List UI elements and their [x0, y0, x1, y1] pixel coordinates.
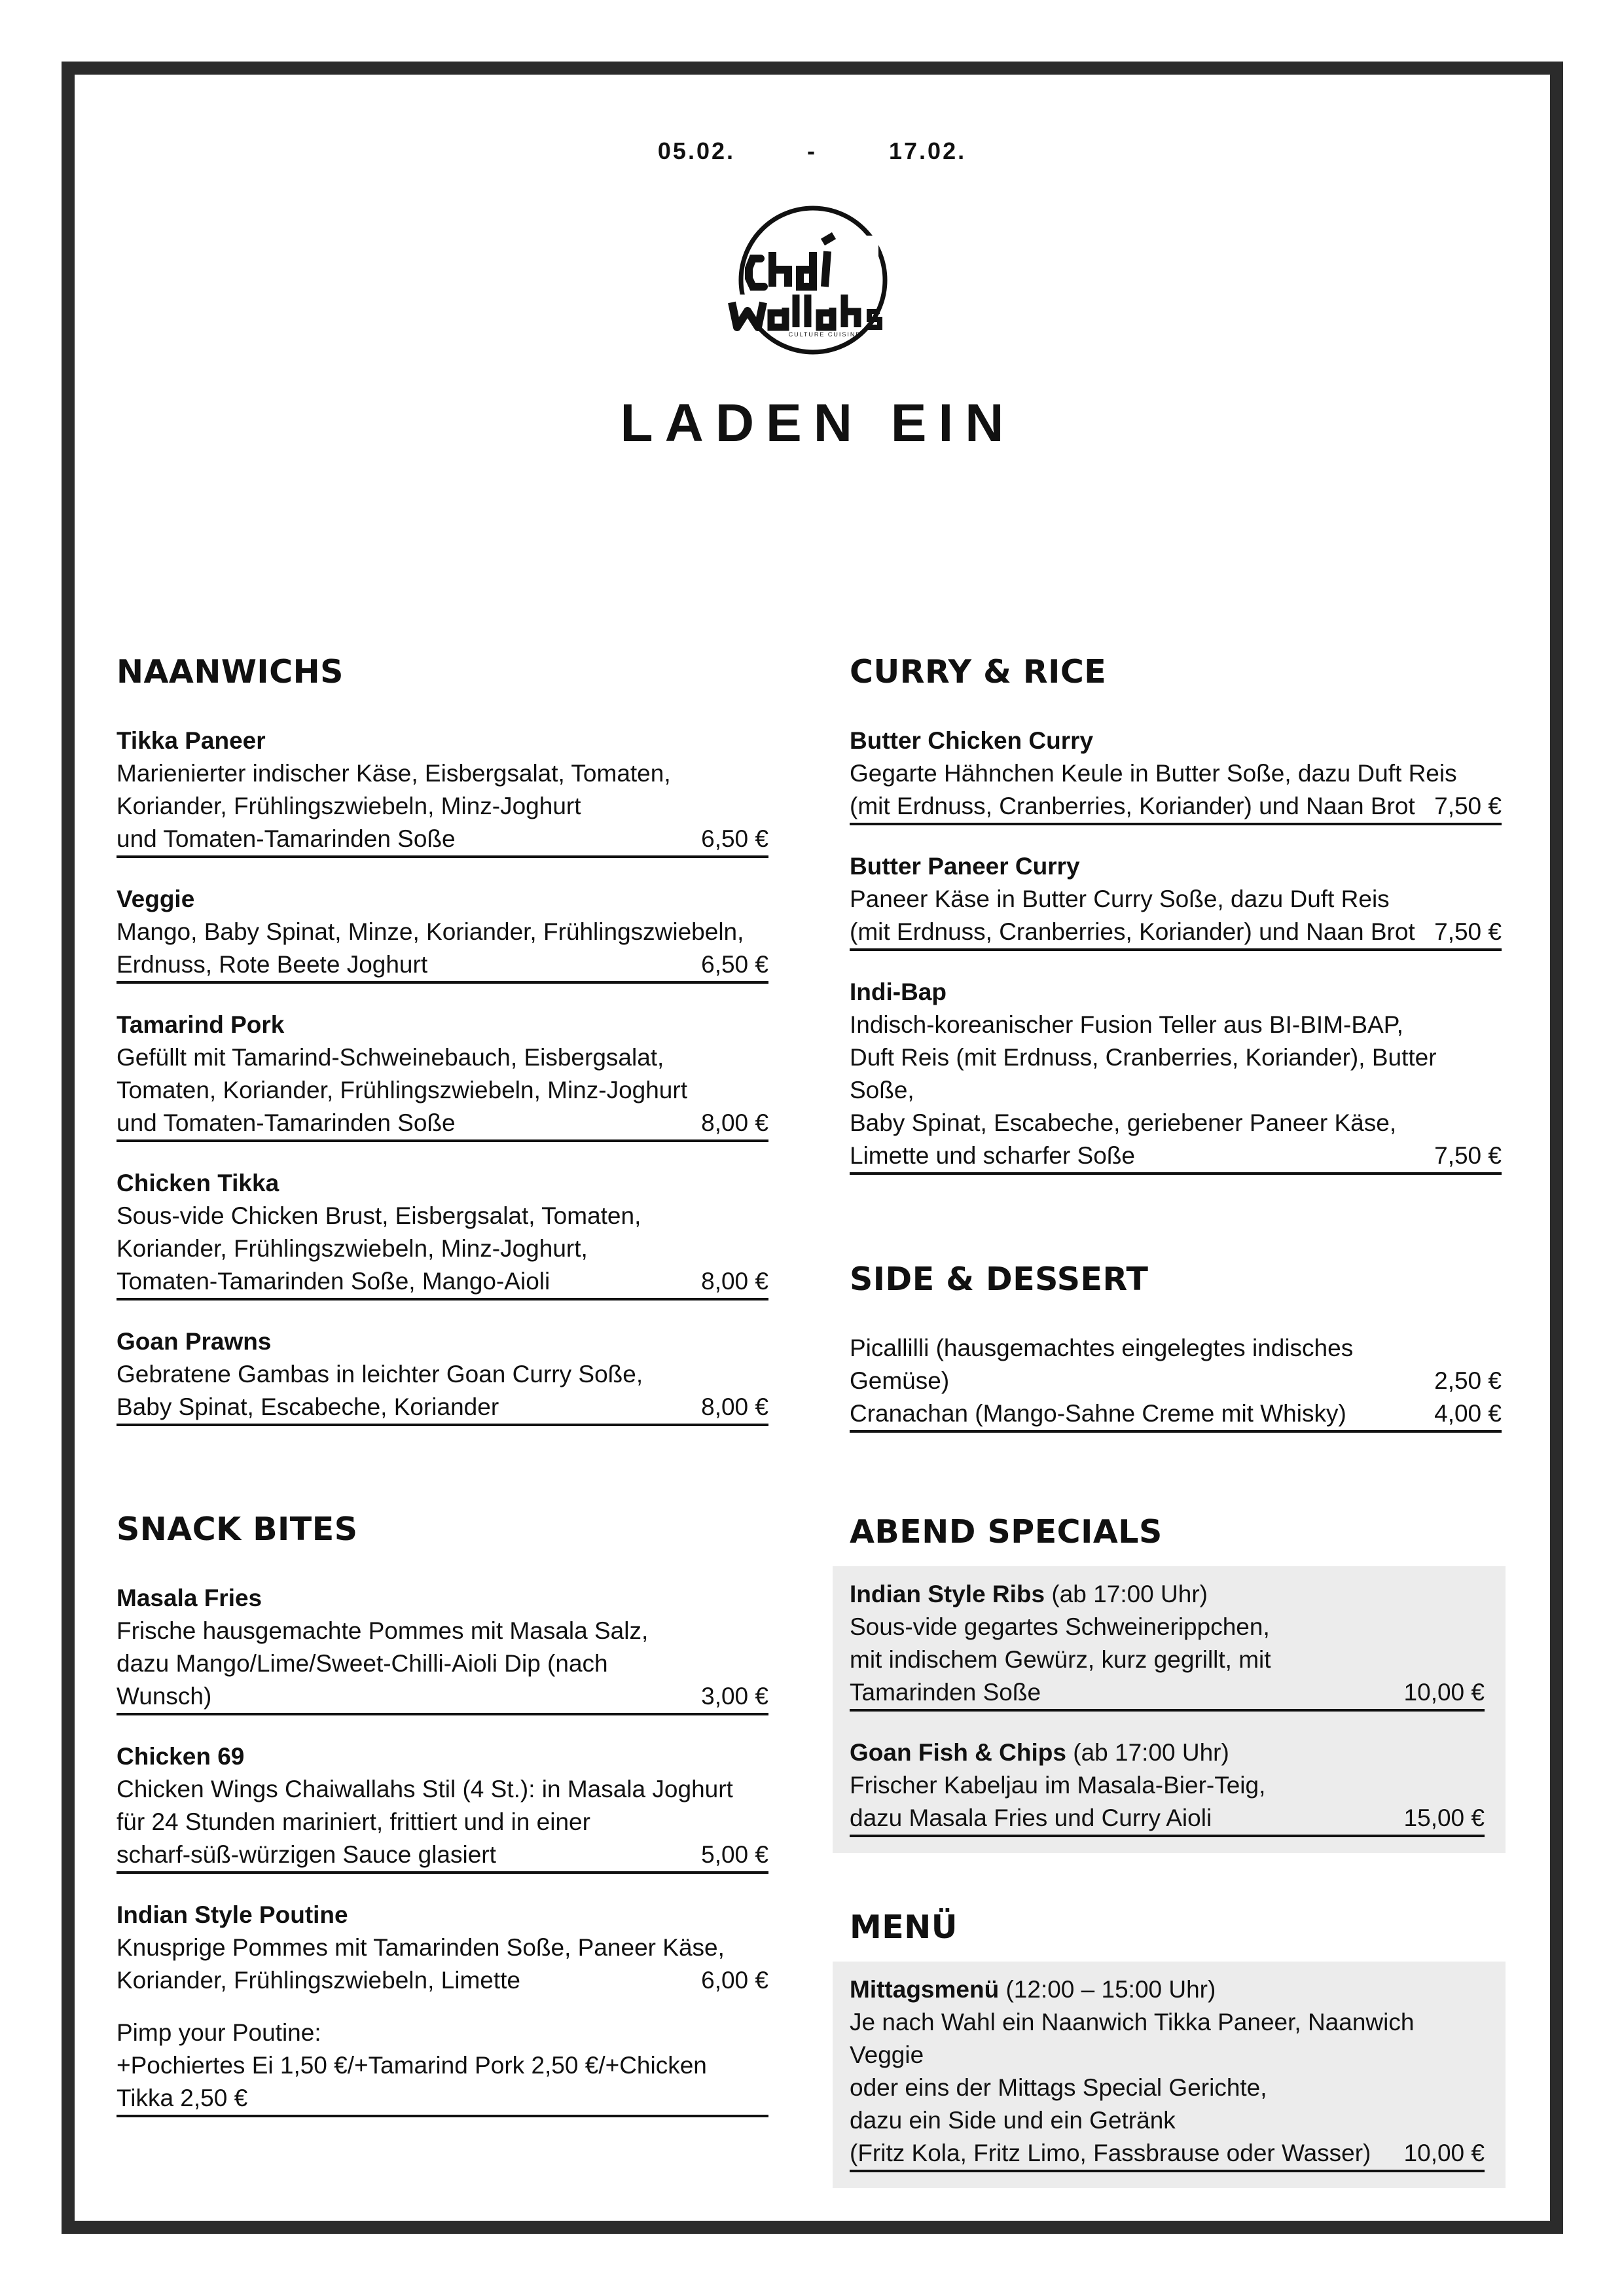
menu-item	[850, 1397, 1502, 1430]
item-note: (ab 17:00 Uhr)	[1045, 1581, 1208, 1607]
date-range	[0, 137, 1624, 165]
item-name: Indi-Bap	[850, 978, 947, 1005]
menu-item	[850, 1973, 1485, 2172]
item-name: Veggie	[117, 886, 195, 912]
item-price: 15,00 €	[1403, 1804, 1485, 1831]
item-price: 10,00 €	[1403, 1679, 1485, 1706]
pimp-title: Pimp your Poutine:	[117, 2019, 321, 2046]
pimp-your-poutine	[117, 2017, 768, 2117]
section-menu	[850, 1907, 1502, 2188]
item-price: 10,00 €	[1403, 2140, 1485, 2166]
item-description-last: (Fritz Kola, Fritz Limo, Fassbrause oder Wasser)	[850, 2140, 1371, 2166]
item-description: Gegarte Hähnchen Keule in Butter Soße, dazu Duft Reis	[850, 760, 1457, 787]
section-title: ABEND SPECIALS	[850, 1513, 1163, 1551]
date-to: 17.02.	[889, 137, 967, 164]
menu-item	[850, 1332, 1502, 1397]
logo-letters-ll	[796, 295, 808, 327]
menu-item	[117, 1009, 768, 1142]
menu-item	[117, 1325, 768, 1426]
item-description: Indisch-koreanischer Fusion Teller aus BI-BIM-BAP, Duft Reis (mit Erdnuss, Cranberries, Koriander), Butter Soße, Baby Spinat, Escabeche, geriebener Paneer Käse,	[850, 1011, 1437, 1136]
item-description-last: (mit Erdnuss, Cranberries, Koriander) und Naan Brot	[850, 918, 1415, 945]
item-name: Chicken Tikka	[117, 1170, 280, 1196]
item-description: Knusprige Pommes mit Tamarinden Soße, Paneer Käse,	[117, 1934, 725, 1961]
item-description: Gefüllt mit Tamarind-Schweinebauch, Eisbergsalat, Tomaten, Koriander, Frühlingszwiebeln, Minz-Joghurt	[117, 1044, 687, 1103]
menu-box	[833, 1962, 1506, 2188]
item-name	[850, 1736, 1485, 1769]
item-price: 8,00 €	[701, 1268, 768, 1295]
item-price: 7,50 €	[1434, 918, 1502, 945]
item-description: Marienierter indischer Käse, Eisbergsalat, Tomaten, Koriander, Frühlingszwiebeln, Minz-Joghurt	[117, 760, 671, 819]
section-title: CURRY & RICE	[850, 653, 1107, 691]
menu-item	[117, 1899, 768, 1997]
item-description: Gebratene Gambas in leichter Goan Curry Soße,	[117, 1361, 643, 1388]
item-description: Chicken Wings Chaiwallahs Stil (4 St.): in Masala Joghurt für 24 Stunden mariniert, frittiert und in einer	[117, 1776, 733, 1835]
logo-letter-h2	[844, 295, 857, 327]
section-title: MENÜ	[850, 1909, 958, 1946]
logo-letter-i	[823, 236, 834, 287]
item-description-last: und Tomaten-Tamarinden Soße	[117, 1109, 456, 1136]
page-title: LADEN EIN	[620, 393, 1016, 453]
section-naanwichs	[117, 651, 768, 1426]
section-abend-specials	[850, 1511, 1502, 1853]
item-price: 2,50 €	[1434, 1367, 1502, 1394]
item-description-last: dazu Masala Fries und Curry Aioli	[850, 1804, 1212, 1831]
menu-item	[850, 976, 1502, 1175]
item-text: Cranachan (Mango-Sahne Creme mit Whisky)	[850, 1400, 1346, 1427]
item-note: (12:00 – 15:00 Uhr)	[999, 1976, 1216, 2003]
item-price: 4,00 €	[1434, 1400, 1502, 1427]
item-description: Frische hausgemachte Pommes mit Masala Salz,	[117, 1617, 649, 1644]
menu-item	[850, 1736, 1485, 1837]
logo-letter-h	[772, 252, 788, 287]
item-title: Mittagsmenü	[850, 1976, 1000, 2003]
menu-item	[117, 1167, 768, 1300]
logo-letter-a	[800, 252, 813, 287]
item-description: Paneer Käse in Butter Curry Soße, dazu Duft Reis	[850, 886, 1390, 912]
logo-letter-s	[868, 312, 880, 327]
item-description: Sous-vide gegartes Schweinerippchen,	[850, 1613, 1270, 1640]
menu-item	[850, 725, 1502, 825]
item-name: Tikka Paneer	[117, 727, 266, 754]
menu-item	[850, 850, 1502, 951]
item-price: 7,50 €	[1434, 1142, 1502, 1169]
section-side-dessert	[850, 1259, 1502, 1433]
side-dessert-list	[850, 1332, 1502, 1433]
item-name: Indian Style Poutine	[117, 1901, 348, 1928]
logo-letter-a3	[820, 308, 833, 327]
section-title: SIDE & DESSERT	[850, 1261, 1149, 1298]
menu-item	[117, 1740, 768, 1874]
item-price: 8,00 €	[701, 1109, 768, 1136]
item-name: Tamarind Pork	[117, 1011, 285, 1038]
item-price: 7,50 €	[1434, 793, 1502, 819]
logo-subtext: CULTURE CUISINE	[788, 331, 861, 338]
item-name: Butter Paneer Curry	[850, 853, 1080, 880]
item-name: Masala Fries	[117, 1585, 262, 1611]
chai-wallahs-logo	[715, 196, 911, 367]
item-description: Je nach Wahl ein Naanwich Tikka Paneer, Naanwich Veggie oder eins der Mittags Special Gerichte, dazu ein Side und ein Getränk	[850, 2009, 1415, 2134]
item-description-last: und Tomaten-Tamarinden Soße	[117, 825, 456, 852]
item-title: Indian Style Ribs	[850, 1581, 1045, 1607]
right-column	[850, 651, 1502, 2188]
item-description-last: scharf-süß-würzigen Sauce glasiert	[117, 1841, 496, 1868]
item-name	[850, 1973, 1485, 2006]
left-column	[117, 651, 768, 2142]
item-note: (ab 17:00 Uhr)	[1066, 1739, 1229, 1766]
specials-box	[833, 1566, 1506, 1853]
item-description: Sous-vide Chicken Brust, Eisbergsalat, Tomaten, Koriander, Frühlingszwiebeln, Minz-Joghurt,	[117, 1202, 641, 1262]
item-price: 8,00 €	[701, 1393, 768, 1420]
item-description-last: dazu Mango/Lime/Sweet-Chilli-Aioli Dip (nach Wunsch)	[117, 1650, 608, 1710]
menu-item	[117, 1582, 768, 1715]
logo-letter-c	[749, 259, 764, 287]
section-title: SNACK BITES	[117, 1511, 358, 1548]
date-separator: -	[807, 137, 817, 164]
item-description-last: Koriander, Frühlingszwiebeln, Limette	[117, 1967, 520, 1994]
item-description-last: mit indischem Gewürz, kurz gegrillt, mit Tamarinden Soße	[850, 1646, 1271, 1706]
item-description: Frischer Kabeljau im Masala-Bier-Teig,	[850, 1772, 1266, 1799]
item-description-last: Tomaten-Tamarinden Soße, Mango-Aioli	[117, 1268, 550, 1295]
section-curry-rice	[850, 651, 1502, 1175]
item-description-last: (mit Erdnuss, Cranberries, Koriander) und Naan Brot	[850, 793, 1415, 819]
item-price: 6,00 €	[701, 1967, 768, 1994]
item-description-last: Baby Spinat, Escabeche, Koriander	[117, 1393, 499, 1420]
item-name: Goan Prawns	[117, 1328, 272, 1355]
item-name: Chicken 69	[117, 1743, 245, 1770]
item-description-last: Erdnuss, Rote Beete Joghurt	[117, 951, 428, 978]
menu-item	[117, 725, 768, 858]
item-name: Butter Chicken Curry	[850, 727, 1094, 754]
menu-item	[850, 1578, 1485, 1712]
item-title: Goan Fish & Chips	[850, 1739, 1066, 1766]
item-price: 3,00 €	[701, 1683, 768, 1710]
menu-item	[117, 883, 768, 984]
section-title: NAANWICHS	[117, 653, 344, 691]
item-description: Mango, Baby Spinat, Minze, Koriander, Frühlingszwiebeln,	[117, 918, 744, 945]
item-price: 6,50 €	[701, 951, 768, 978]
item-price: 6,50 €	[701, 825, 768, 852]
item-name	[850, 1578, 1485, 1611]
pimp-options: +Pochiertes Ei 1,50 €/+Tamarind Pork 2,50 €/+Chicken Tikka 2,50 €	[117, 2052, 707, 2111]
section-snack-bites	[117, 1509, 768, 2117]
date-from: 05.02.	[657, 137, 735, 164]
item-text: Picallilli (hausgemachtes eingelegtes indisches Gemüse)	[850, 1335, 1354, 1394]
item-price: 5,00 €	[701, 1841, 768, 1868]
item-description-last: Limette und scharfer Soße	[850, 1142, 1135, 1169]
